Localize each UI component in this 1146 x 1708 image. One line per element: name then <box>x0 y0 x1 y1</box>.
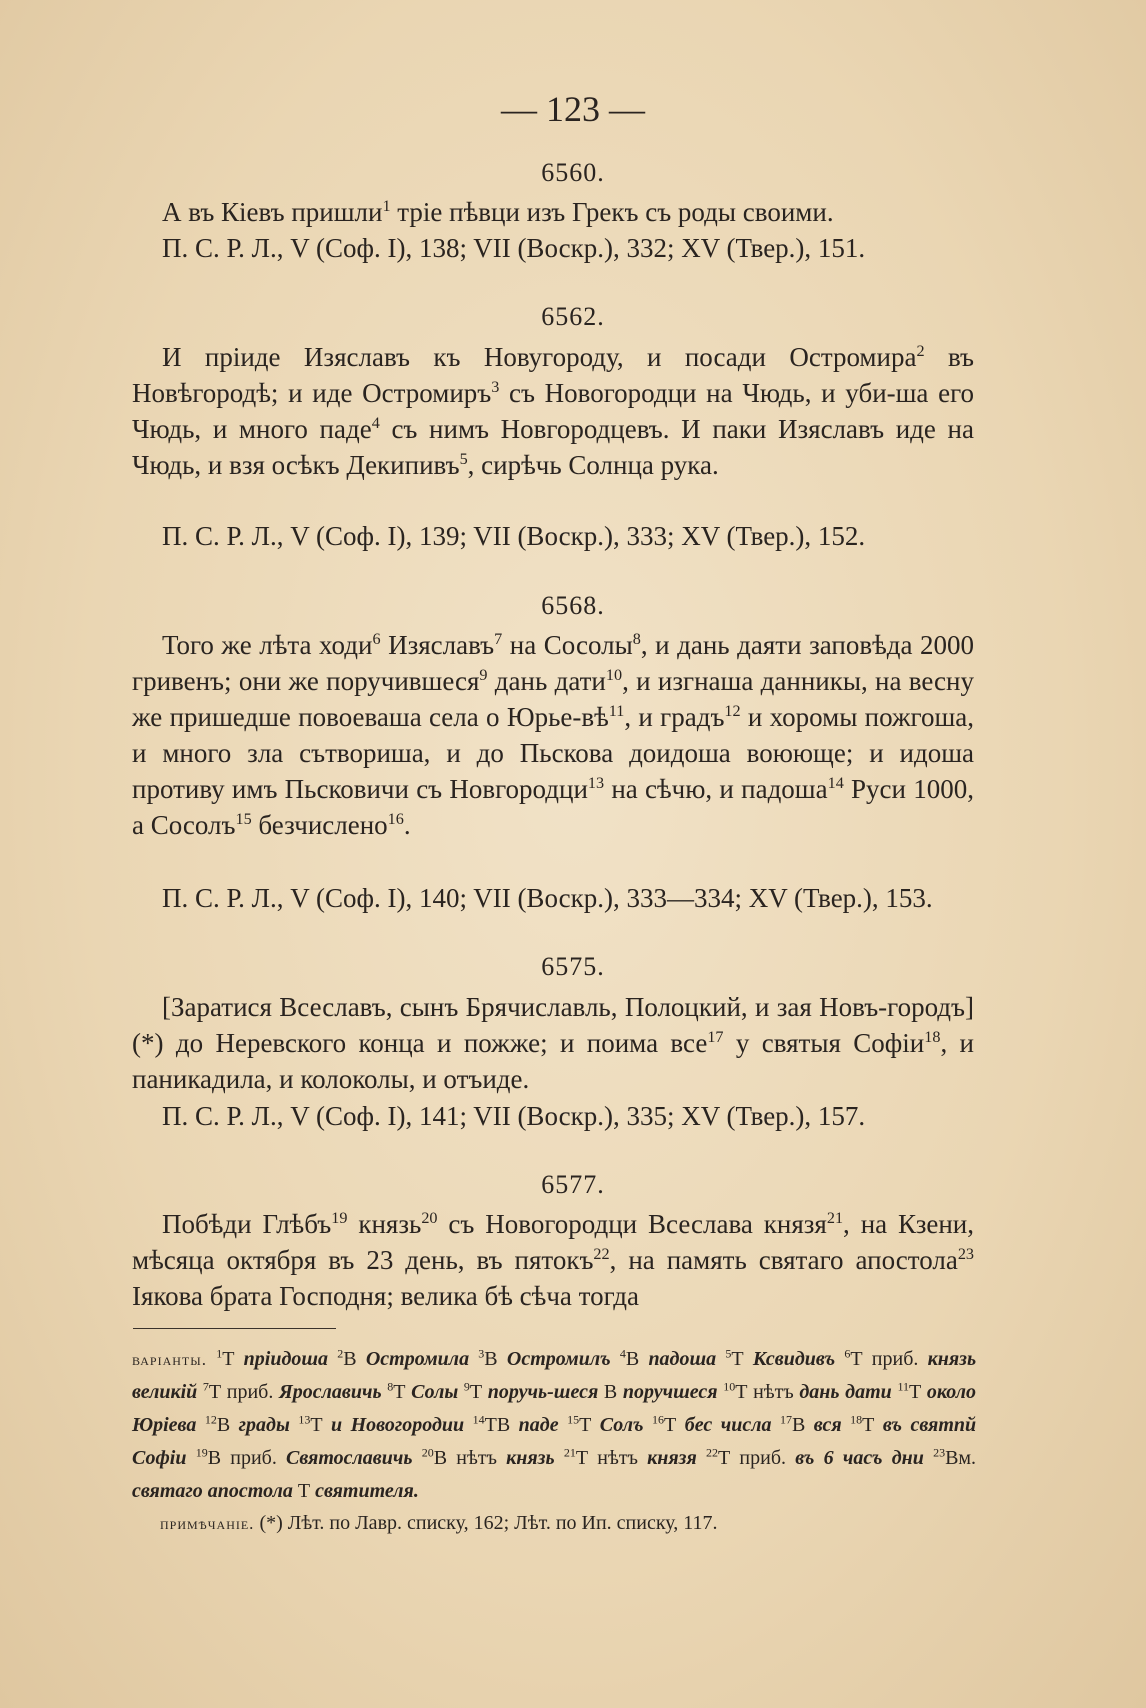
entry-reference: П. С. Р. Л., V (Соф. I), 140; VII (Воскр.), 333—334; XV (Твер.), 153. <box>162 883 933 913</box>
entry-year: 6568. <box>541 591 605 620</box>
entry-year: 6560. <box>541 158 605 187</box>
editorial-note: примѣчаніе. (*) Лѣт. по Лавр. списку, 162; Лѣт. по Ип. списку, 117. <box>160 1512 718 1534</box>
entry-reference: П. С. Р. Л., V (Соф. I), 139; VII (Воскр.), 333; XV (Твер.), 152. <box>162 521 866 551</box>
footnote-divider <box>133 1328 336 1329</box>
entry-reference: П. С. Р. Л., V (Соф. I), 141; VII (Воскр.), 335; XV (Твер.), 157. <box>162 1101 866 1131</box>
entry-text: А въ Кіевъ пришли$^1$ тріе пѣвци изъ Грекъ съ роды своими. <box>162 197 834 227</box>
entry-reference: П. С. Р. Л., V (Соф. I), 138; VII (Воскр.), 332; XV (Твер.), 151. <box>162 233 866 263</box>
entry-text: [Заратися Всеславъ, сынъ Брячиславль, Полоцкий, и зая Новъ-городъ] (*) до Неревского конца и пожже; и поима все$^{17}$ у святыя Софіи$^{18}$, и паникадила, и колоколы, и отъиде. <box>132 992 975 1094</box>
variants-apparatus: варіанты. $^1$Т пріидоша $^2$В Остромила $^3$В Остромилъ $^4$В падоша $^5$Т Ксвидивъ $^6$Т приб. князь великій $^7$Т приб. Ярославичь $^8$Т Солы $^9$Т поручь-шеся В поручшеся $^{10}$Т нѣтъ дань дати $^{11}$Т около Юріева $^{12}$В грады $^{13}$Т и Новогородии $^{14}$ТВ паде $^{15}$Т Солъ $^{16}$Т бес числа $^{17}$В вся $^{18}$Т въ святпй Софіи $^{19}$В приб. Святославичь $^{20}$В нѣтъ князь $^{21}$Т нѣтъ князя $^{22}$Т приб. въ 6 часъ дни $^{23}$Вм. святаго апостола Т святителя. <box>132 1346 977 1502</box>
entry-year: 6575. <box>541 952 605 981</box>
page-number: — 123 — <box>501 89 645 129</box>
entry-text: Того же лѣта ходи$^6$ Изяславъ$^7$ на Сосолы$^8$, и дань даяти заповѣда 2000 гривенъ; они же поручившеся$^9$ дань дати$^{10}$, и изгнаша данникы, на весну же пришедше повоеваша села о Юрье-$вѣ^{11}$, и градъ$^{12}$ и хоромы пожгоша, и много зла сътвориша, и до Пьскова доидоша воююще; и идоша противу имъ Пьсковичи съ Новгородци$^{13}$ на сѣчю, и падоша$^{14}$ Руси 1000, а Сосолъ$^{15}$ безчислено$^{16}$. <box>132 630 975 840</box>
entry-text: Побѣди Глѣбъ$^{19}$ князь$^{20}$ съ Новогородци Всеслава князя$^{21}$, на Кзени, мѣсяца октября въ 23 день, въ пятокъ$^{22}$, на память святаго апостола$^{23}$ Іякова брата Господня; велика бѣ сѣча тогда <box>132 1209 975 1311</box>
entry-year: 6562. <box>541 302 605 331</box>
entry-text: И пріиде Изяславъ къ Новугороду, и посади Остромира$^2$ въ Новѣгородѣ; и иде Остромиръ$^3$ съ Новогородци на Чюдь, и уби-ша его Чюдь, и много паде$^4$ съ нимъ Новгородцевъ. И паки Изяславъ иде на Чюдь, и взя осѣкъ Декипивъ$^5$, сирѣчь Солнца рука. <box>132 342 974 480</box>
entry-year: 6577. <box>541 1170 605 1199</box>
